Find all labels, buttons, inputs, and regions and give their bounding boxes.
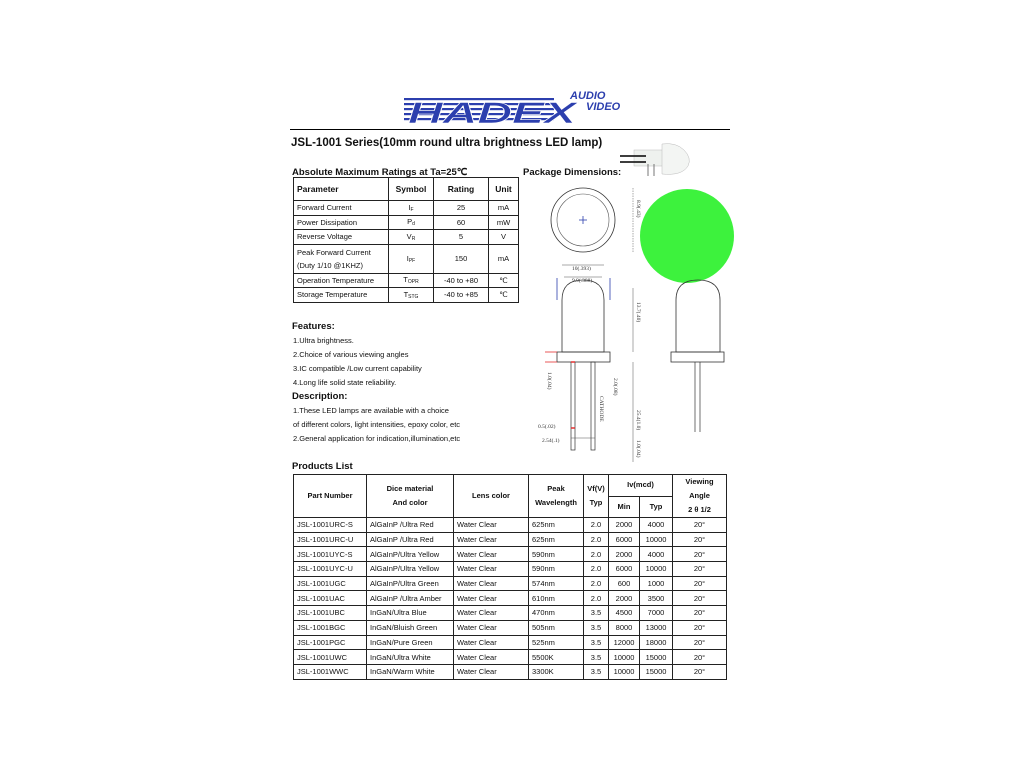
features-heading: Features: <box>292 321 335 332</box>
product-peak-wavelength: 590nm <box>529 562 584 577</box>
product-dice-material: AlGaInP/Ultra Green <box>367 576 454 591</box>
product-lens-color: Water Clear <box>454 576 529 591</box>
ratings-param: Reverse Voltage <box>294 230 389 245</box>
product-row <box>294 562 727 577</box>
logo-brand: HADEX <box>408 97 580 128</box>
ratings-param-line1: Peak Forward Current <box>297 247 371 257</box>
ratings-param-line2: (Duty 1/10 @1KHZ) <box>297 260 363 270</box>
products-table <box>293 474 727 680</box>
ratings-row <box>294 230 519 245</box>
col-iv-typ: Typ <box>640 496 673 518</box>
product-peak-wavelength: 3300K <box>529 664 584 679</box>
product-iv-min: 2000 <box>609 547 640 562</box>
product-vf-typ: 2.0 <box>584 532 609 547</box>
product-viewing-angle: 20° <box>673 532 727 547</box>
ratings-symbol <box>389 244 434 273</box>
feature-item: 1.Ultra brightness. <box>293 336 354 345</box>
ratings-value: -40 to +85 <box>434 288 489 303</box>
symbol-subscript: STG <box>408 293 419 300</box>
ratings-value: 60 <box>434 215 489 230</box>
dim-spacing: 2.54(.1) <box>542 438 560 444</box>
product-iv-typ: 4000 <box>640 518 673 533</box>
dim-body-height: 13.7(.40) <box>635 302 641 323</box>
product-dice-material: AlGaInP/Ultra Yellow <box>367 547 454 562</box>
dim-side-height: 8.9(.43) <box>635 200 641 218</box>
ratings-param: Storage Temperature <box>294 288 389 303</box>
product-vf-typ: 3.5 <box>584 635 609 650</box>
product-peak-wavelength: 470nm <box>529 606 584 621</box>
product-lens-color: Water Clear <box>454 606 529 621</box>
product-part-number: JSL-1001PGC <box>294 635 367 650</box>
product-peak-wavelength: 525nm <box>529 635 584 650</box>
dim-body-dia: 9.9(.388) <box>572 278 593 284</box>
product-viewing-angle: 20° <box>673 635 727 650</box>
product-iv-min: 4500 <box>609 606 640 621</box>
product-lens-color: Water Clear <box>454 591 529 606</box>
col-peak-wavelength <box>529 475 584 518</box>
product-lens-color: Water Clear <box>454 635 529 650</box>
product-lens-color: Water Clear <box>454 518 529 533</box>
product-vf-typ: 2.0 <box>584 576 609 591</box>
product-vf-typ: 3.5 <box>584 650 609 665</box>
product-iv-typ: 10000 <box>640 562 673 577</box>
package-heading: Package Dimensions: <box>523 167 622 178</box>
symbol-subscript: F <box>410 206 414 213</box>
col-part-number: Part Number <box>294 475 367 518</box>
col-viewing-angle <box>673 475 727 518</box>
va-header-line2: Angle <box>689 491 710 500</box>
ratings-unit: ℃ <box>489 288 519 303</box>
ratings-unit: mA <box>489 244 519 273</box>
peak-header-line2: Wavelength <box>535 498 577 507</box>
product-dice-material: AlGaInP/Ultra Yellow <box>367 562 454 577</box>
ratings-row <box>294 244 519 273</box>
product-iv-min: 8000 <box>609 620 640 635</box>
product-row <box>294 547 727 562</box>
product-part-number: JSL-1001BGC <box>294 620 367 635</box>
ratings-symbol <box>389 201 434 216</box>
product-dice-material: InGaN/Warm White <box>367 664 454 679</box>
product-dice-material: InGaN/Ultra White <box>367 650 454 665</box>
product-part-number: JSL-1001UYC-S <box>294 547 367 562</box>
side-view <box>538 265 642 462</box>
features-list <box>293 334 422 390</box>
ratings-symbol <box>389 273 434 288</box>
ratings-header-row <box>294 178 519 201</box>
ratings-table <box>293 177 519 303</box>
product-vf-typ: 3.5 <box>584 606 609 621</box>
product-part-number: JSL-1001UWC <box>294 650 367 665</box>
product-lens-color: Water Clear <box>454 650 529 665</box>
ratings-param: Operation Temperature <box>294 273 389 288</box>
dice-header-line2: And color <box>392 498 428 507</box>
product-iv-typ: 7000 <box>640 606 673 621</box>
product-dice-material: AlGaInP /Ultra Red <box>367 532 454 547</box>
feature-item: 4.Long life solid state reliability. <box>293 378 397 387</box>
ratings-param: Power Dissipation <box>294 215 389 230</box>
product-peak-wavelength: 574nm <box>529 576 584 591</box>
product-iv-min: 10000 <box>609 664 640 679</box>
product-peak-wavelength: 505nm <box>529 620 584 635</box>
col-vf <box>584 475 609 518</box>
ratings-header-unit: Unit <box>489 178 519 201</box>
symbol-letter: T <box>403 275 408 285</box>
product-part-number: JSL-1001UAC <box>294 591 367 606</box>
ratings-param: Forward Current <box>294 201 389 216</box>
vf-header-line1: Vf(V) <box>587 484 605 493</box>
product-iv-typ: 15000 <box>640 664 673 679</box>
product-part-number: JSL-1001URC-U <box>294 532 367 547</box>
product-iv-typ: 1000 <box>640 576 673 591</box>
product-vf-typ: 2.0 <box>584 562 609 577</box>
product-row <box>294 635 727 650</box>
symbol-letter: I <box>408 202 411 212</box>
ratings-unit: mW <box>489 215 519 230</box>
product-row <box>294 591 727 606</box>
product-part-number: JSL-1001URC-S <box>294 518 367 533</box>
ratings-row <box>294 273 519 288</box>
description-line: 2.General application for indication,illumination,etc <box>293 434 461 443</box>
product-row <box>294 620 727 635</box>
products-body <box>294 518 727 680</box>
ratings-header-rating: Rating <box>434 178 489 201</box>
product-viewing-angle: 20° <box>673 650 727 665</box>
ratings-unit: V <box>489 230 519 245</box>
ratings-value: 5 <box>434 230 489 245</box>
dim-lead-len: 25.4(1.0) <box>635 410 641 431</box>
dim-lens-dia: 10(.393) <box>572 266 591 272</box>
ratings-header-symbol: Symbol <box>389 178 434 201</box>
product-lens-color: Water Clear <box>454 547 529 562</box>
product-iv-typ: 3500 <box>640 591 673 606</box>
package-diagram <box>520 140 760 470</box>
ratings-value: -40 to +80 <box>434 273 489 288</box>
ratings-param <box>294 244 389 273</box>
led-photo <box>620 144 689 176</box>
description-list <box>293 404 460 446</box>
product-row <box>294 650 727 665</box>
ratings-row <box>294 215 519 230</box>
product-iv-min: 600 <box>609 576 640 591</box>
product-lens-color: Water Clear <box>454 532 529 547</box>
logo-audio: AUDIO <box>570 90 606 102</box>
page-title: JSL-1001 Series(10mm round ultra brightness LED lamp) <box>291 137 603 149</box>
va-header-line3: 2 θ 1/2 <box>688 505 711 514</box>
col-lens-color: Lens color <box>454 475 529 518</box>
product-row <box>294 532 727 547</box>
ratings-heading: Absolute Maximum Ratings at Ta=25℃ <box>292 167 468 178</box>
product-part-number: JSL-1001UYC-U <box>294 562 367 577</box>
ratings-row <box>294 201 519 216</box>
product-row <box>294 664 727 679</box>
product-dice-material: InGaN/Bluish Green <box>367 620 454 635</box>
col-iv: Iv(mcd) <box>609 475 673 497</box>
product-iv-typ: 4000 <box>640 547 673 562</box>
product-viewing-angle: 20° <box>673 576 727 591</box>
product-row <box>294 606 727 621</box>
product-peak-wavelength: 590nm <box>529 547 584 562</box>
header-rule <box>290 129 730 130</box>
dim-flange: 1.0(.04) <box>546 372 552 390</box>
symbol-letter: P <box>407 217 413 227</box>
logo-video: VIDEO <box>586 101 621 113</box>
symbol-subscript: OPR <box>407 279 419 286</box>
feature-item: 3.IC compatible /Low current capability <box>293 364 422 373</box>
dim-min-len: 1.0(.04) <box>635 440 641 458</box>
product-viewing-angle: 20° <box>673 547 727 562</box>
feature-item: 2.Choice of various viewing angles <box>293 350 409 359</box>
product-iv-min: 6000 <box>609 562 640 577</box>
cathode-label: CATHODE <box>598 396 604 422</box>
products-heading: Products List <box>292 461 353 472</box>
product-iv-typ: 10000 <box>640 532 673 547</box>
product-lens-color: Water Clear <box>454 664 529 679</box>
product-row <box>294 576 727 591</box>
symbol-subscript: d <box>412 221 415 228</box>
ratings-symbol <box>389 230 434 245</box>
front-view <box>671 280 724 432</box>
product-viewing-angle: 20° <box>673 562 727 577</box>
ratings-value: 150 <box>434 244 489 273</box>
product-dice-material: InGaN/Pure Green <box>367 635 454 650</box>
product-dice-material: AlGaInP /Ultra Amber <box>367 591 454 606</box>
product-iv-min: 2000 <box>609 518 640 533</box>
symbol-letter: T <box>403 289 409 299</box>
product-vf-typ: 3.5 <box>584 664 609 679</box>
ratings-symbol <box>389 215 434 230</box>
product-viewing-angle: 20° <box>673 591 727 606</box>
product-row <box>294 518 727 533</box>
description-line: 1.These LED lamps are available with a choice <box>293 406 449 415</box>
product-iv-min: 12000 <box>609 635 640 650</box>
product-vf-typ: 2.0 <box>584 591 609 606</box>
product-lens-color: Water Clear <box>454 620 529 635</box>
product-viewing-angle: 20° <box>673 664 727 679</box>
product-iv-min: 6000 <box>609 532 640 547</box>
dim-lead-width: 0.5(.02) <box>538 424 556 430</box>
product-peak-wavelength: 625nm <box>529 532 584 547</box>
product-peak-wavelength: 625nm <box>529 518 584 533</box>
symbol-subscript: R <box>411 235 416 242</box>
symbol-letter: V <box>406 231 412 241</box>
ratings-unit: ℃ <box>489 273 519 288</box>
product-iv-typ: 15000 <box>640 650 673 665</box>
product-dice-material: InGaN/Ultra Blue <box>367 606 454 621</box>
dice-header-line1: Dice material <box>386 484 434 493</box>
product-viewing-angle: 20° <box>673 606 727 621</box>
product-part-number: JSL-1001UBC <box>294 606 367 621</box>
symbol-subscript: PF <box>408 257 416 264</box>
ratings-unit: mA <box>489 201 519 216</box>
va-header-line1: Viewing <box>685 477 714 486</box>
product-vf-typ: 2.0 <box>584 518 609 533</box>
product-iv-typ: 18000 <box>640 635 673 650</box>
product-viewing-angle: 20° <box>673 620 727 635</box>
ratings-row <box>294 288 519 303</box>
col-dice-material <box>367 475 454 518</box>
product-dice-material: AlGaInP /Ultra Red <box>367 518 454 533</box>
description-line: of different colors, light intensities, epoxy color, etc <box>293 420 461 429</box>
ratings-value: 25 <box>434 201 489 216</box>
ratings-header-parameter: Parameter <box>294 178 389 201</box>
product-iv-min: 10000 <box>609 650 640 665</box>
product-iv-typ: 13000 <box>640 620 673 635</box>
vf-header-line2: Typ <box>589 498 603 507</box>
product-vf-typ: 2.0 <box>584 547 609 562</box>
ratings-symbol <box>389 288 434 303</box>
description-heading: Description: <box>292 391 348 402</box>
product-vf-typ: 3.5 <box>584 620 609 635</box>
products-header-row <box>294 475 727 497</box>
product-lens-color: Water Clear <box>454 562 529 577</box>
product-peak-wavelength: 5500K <box>529 650 584 665</box>
product-viewing-angle: 20° <box>673 518 727 533</box>
product-part-number: JSL-1001WWC <box>294 664 367 679</box>
peak-header-line1: Peak <box>547 484 565 493</box>
hadex-logo <box>404 86 624 128</box>
dim-lead-gap: 2.0(.08) <box>612 378 618 396</box>
top-view <box>551 188 642 252</box>
product-iv-min: 2000 <box>609 591 640 606</box>
col-iv-min: Min <box>609 496 640 518</box>
product-part-number: JSL-1001UGC <box>294 576 367 591</box>
product-peak-wavelength: 610nm <box>529 591 584 606</box>
led-color-swatch <box>640 189 734 283</box>
symbol-letter: I <box>406 253 409 263</box>
